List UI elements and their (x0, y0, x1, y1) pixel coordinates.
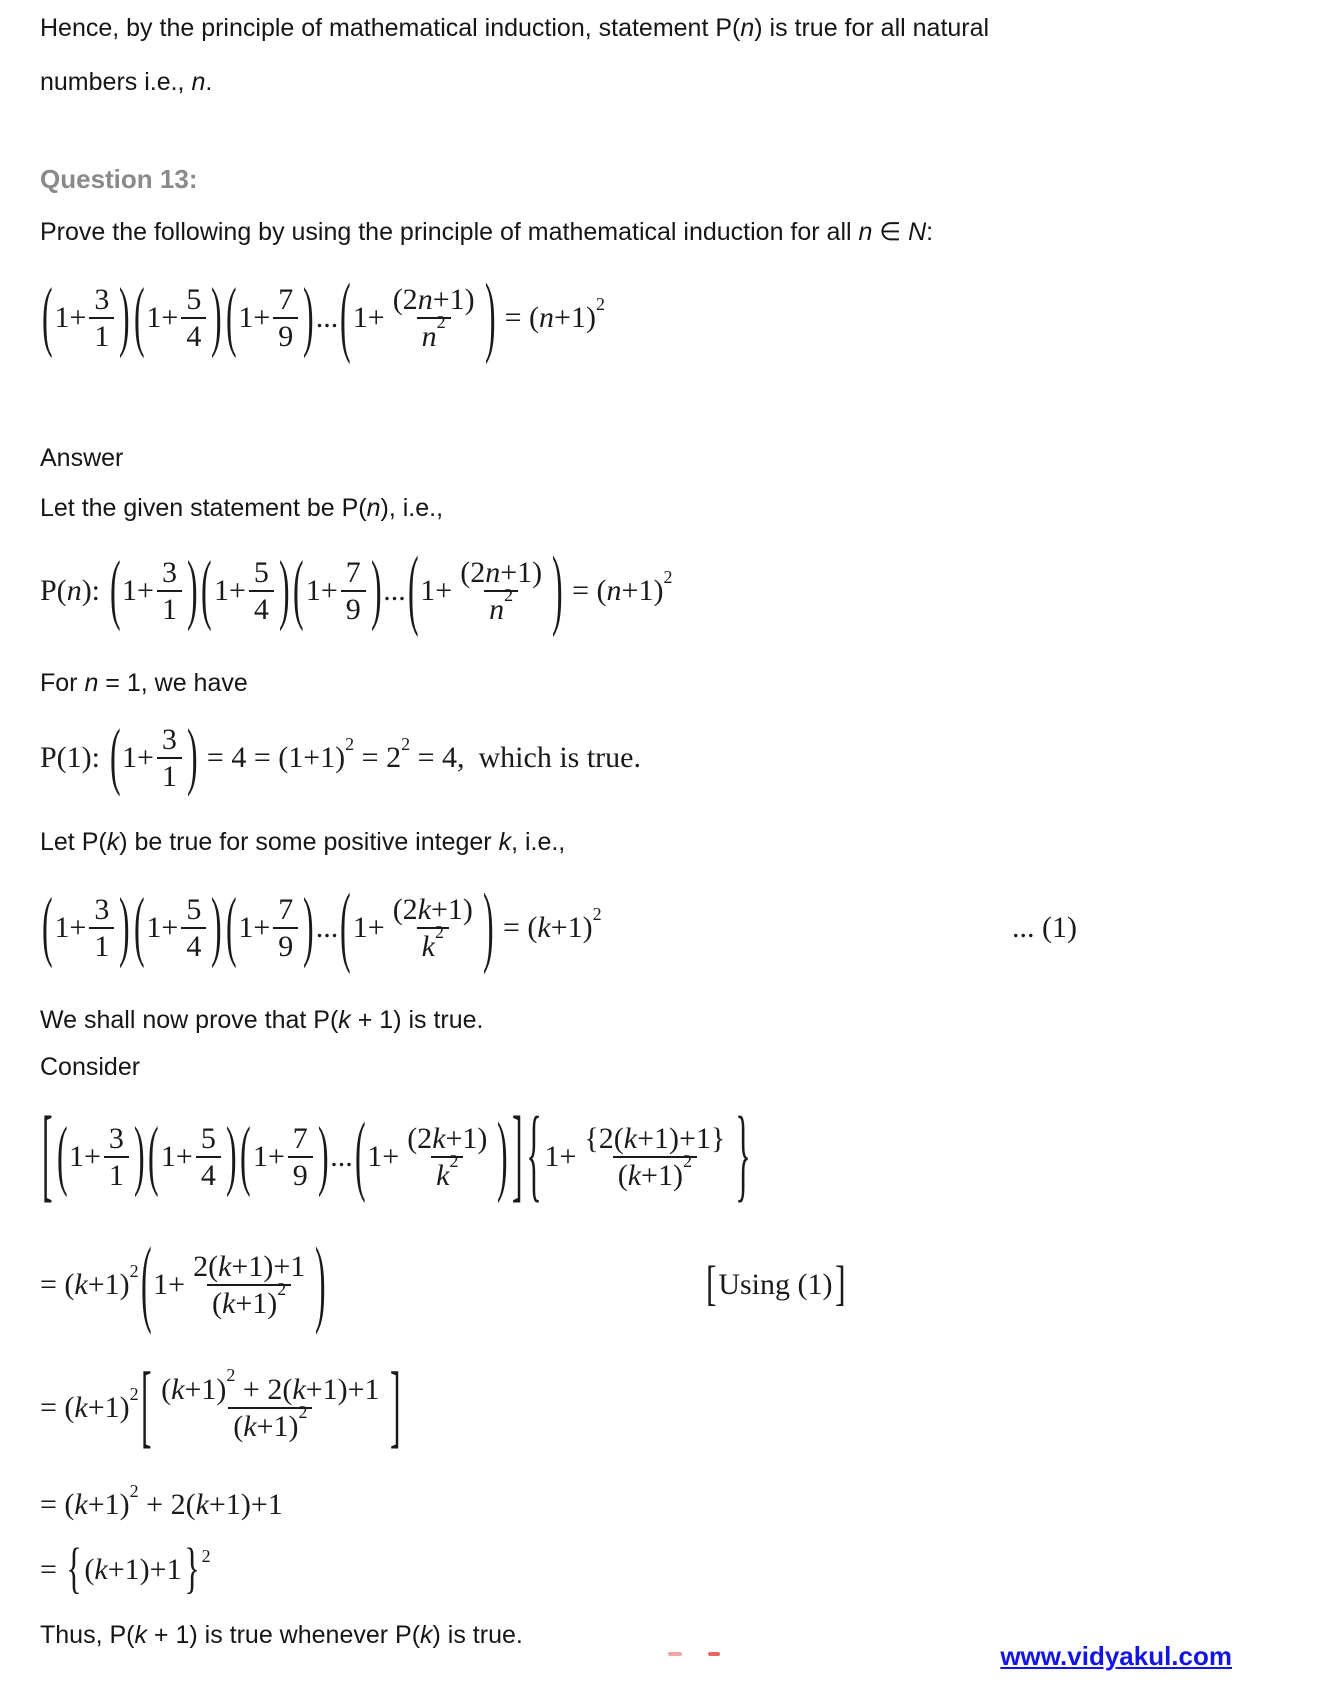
bracket-glyph: ] (511, 1098, 523, 1214)
text-run: +1)+1 (231, 1249, 306, 1283)
fraction-numerator (388, 282, 480, 317)
fraction-denominator (89, 927, 114, 964)
formula-step-expanded (40, 1478, 1297, 1532)
formula-pk-hypothesis (40, 876, 1297, 980)
text-run: + 2( (138, 1488, 196, 1521)
bracket-glyph: ) (225, 1113, 237, 1200)
fraction-numerator (273, 282, 298, 317)
text-run: = 2 (354, 741, 402, 774)
text-run: P( (40, 574, 67, 607)
fraction (156, 1364, 384, 1445)
bracket-glyph: ] (834, 1258, 846, 1312)
text-run: +1) (184, 1372, 227, 1406)
bracket-glyph: ) (317, 1113, 329, 1200)
math-variable: n (858, 218, 873, 246)
fraction (89, 892, 114, 965)
fraction-numerator (157, 722, 182, 757)
bracket-glyph: ) (315, 1231, 326, 1338)
text-run: 1+ (305, 574, 338, 607)
fraction (196, 1121, 221, 1194)
text-run: We shall now prove that P( (40, 1006, 339, 1034)
text-run: +1)+1 (305, 1372, 380, 1406)
fraction (157, 555, 182, 628)
text-run: = ( (40, 1268, 75, 1301)
bracket-glyph: ( (109, 716, 121, 799)
fraction (273, 282, 298, 355)
text-run: 1+ (213, 574, 246, 607)
text-run: {2( (584, 1121, 624, 1155)
fraction (341, 555, 366, 628)
fraction (273, 892, 298, 965)
fraction-denominator (181, 317, 206, 354)
text-run: 2( (193, 1249, 219, 1283)
text-run: + 1) is true. (350, 1006, 484, 1034)
fraction (89, 282, 114, 355)
text-run: 4 (200, 1159, 216, 1192)
question-heading: Question 13: (40, 164, 198, 194)
text-run: , i.e., (511, 828, 566, 856)
bracket-glyph: ) (482, 878, 494, 977)
text-run: ... (383, 574, 406, 607)
fraction (181, 282, 206, 355)
bracket-glyph: ) (484, 268, 496, 367)
text-run: 3 (94, 892, 110, 926)
bracket-glyph: ) (119, 884, 130, 971)
text-run: +1) (431, 892, 473, 926)
math-variable: n (485, 555, 501, 589)
text-run: 1+ (544, 1140, 577, 1173)
math-variable: n (191, 68, 206, 96)
text-run: 4 (186, 930, 202, 963)
fraction-denominator (484, 585, 518, 627)
formula-step-using-1 (40, 1223, 1297, 1347)
math-variable: n (84, 669, 99, 697)
text-run: = 1, we have (98, 669, 248, 697)
fraction-numerator (402, 1121, 492, 1156)
superscript: 2 (434, 922, 444, 943)
fraction-denominator (104, 1156, 129, 1193)
text-run: +1) (445, 1121, 488, 1155)
text-run: 1 (161, 760, 177, 793)
math-variable: n (740, 14, 755, 42)
text-run: +1) (621, 574, 664, 607)
fraction-numerator (188, 1249, 310, 1284)
bracket-glyph: } (183, 1538, 200, 1601)
bracket-glyph: ) (497, 1107, 508, 1206)
text-run: 3 (94, 282, 110, 316)
text-run: ): (81, 574, 108, 607)
text-run: +1) (87, 1391, 130, 1424)
text-run: ) is true. (432, 1621, 523, 1649)
superscript: 2 (277, 1279, 287, 1300)
text-run: = 4, (410, 741, 465, 774)
text-run: 1+ (160, 1140, 193, 1173)
vidyakul-link[interactable]: www.vidyakul.com (1000, 1641, 1232, 1671)
fraction-numerator (156, 1364, 384, 1407)
math-variable: n (66, 574, 82, 607)
text-run: +1)+1} (637, 1121, 726, 1155)
math-variable: k (420, 1621, 433, 1649)
bracket-glyph: ) (370, 547, 382, 634)
fraction-denominator (273, 927, 298, 964)
math-variable: k (537, 911, 551, 944)
math-variable: n (366, 494, 381, 522)
text-run: 3 (108, 1121, 124, 1155)
text-run: 1+ (122, 574, 154, 607)
text-run: 3 (161, 722, 177, 756)
fraction (181, 892, 206, 965)
paragraph-we-shall (40, 1005, 1297, 1035)
text-run: 1+ (238, 301, 271, 334)
bracket-glyph: ( (240, 1113, 251, 1200)
fraction-numerator (181, 282, 206, 317)
superscript: 2 (436, 312, 446, 333)
fraction-denominator (196, 1156, 221, 1193)
math-variable: k (243, 1410, 257, 1443)
text-run: +1) (87, 1268, 130, 1301)
fraction (288, 1121, 313, 1194)
fraction-denominator (89, 317, 114, 354)
fraction-denominator (613, 1151, 697, 1193)
text-run: 3 (161, 555, 177, 589)
paragraph-let-pk (40, 827, 1297, 857)
fraction (104, 1121, 129, 1194)
math-variable: k (627, 1159, 642, 1192)
bracket-glyph: ( (41, 884, 53, 971)
bracket-glyph: ( (133, 884, 145, 971)
superscript: 2 (201, 1545, 211, 1566)
fraction-denominator (249, 590, 274, 627)
fraction (157, 722, 182, 795)
text-run: : (926, 218, 934, 246)
text-run: 1 (94, 930, 110, 963)
fraction-numerator (181, 892, 206, 927)
text-run: (2 (392, 282, 418, 316)
fraction-numerator (579, 1121, 730, 1156)
text-run: 5 (200, 1121, 216, 1155)
text-run: 1+ (252, 1140, 285, 1173)
math-variable: k (623, 1121, 638, 1155)
text-run: which is true. (478, 741, 641, 774)
bracket-glyph: ( (133, 274, 145, 361)
formula-question-statement (40, 265, 1297, 371)
text-run: +1) (87, 1488, 130, 1521)
superscript: 2 (129, 1260, 139, 1281)
fraction-numerator (89, 282, 114, 317)
text-run: = 4 = (1+1) (199, 741, 346, 774)
bracket-glyph: ( (407, 541, 419, 640)
fraction-denominator (157, 590, 182, 627)
answer-heading: Answer (40, 444, 124, 472)
fraction (579, 1121, 730, 1194)
red-artifact-mark (668, 1652, 682, 1656)
bracket-glyph: } (735, 1098, 751, 1214)
formula-p1-base-case (40, 712, 1297, 804)
paragraph-prove (40, 217, 1297, 247)
fraction-denominator (228, 1402, 312, 1444)
math-variable: n (539, 301, 555, 334)
formula-step-final-square (40, 1536, 1297, 1604)
bracket-glyph: ) (303, 274, 314, 361)
bracket-glyph: ( (225, 884, 237, 971)
text-run: 1+ (122, 741, 154, 774)
bracket-glyph: [ (140, 1356, 152, 1459)
text-run: +1) (235, 1287, 278, 1320)
text-run: Let the given statement be P( (40, 494, 367, 522)
text-run: (2 (392, 892, 418, 926)
text-run: 1 (161, 593, 177, 626)
text-run: Let P( (40, 828, 107, 856)
fraction (455, 555, 547, 628)
text-run: = ( (40, 1391, 75, 1424)
text-run: ( (617, 1159, 628, 1192)
math-variable: k (106, 828, 120, 856)
text-run: ... (315, 301, 339, 334)
bracket-glyph: ) (211, 274, 222, 361)
text-run: 1 (108, 1159, 124, 1192)
text-run: = (40, 1553, 65, 1586)
math-variable: n (421, 320, 437, 353)
text-run: 1 (94, 320, 110, 353)
fraction (388, 892, 478, 965)
math-variable: k (171, 1372, 185, 1406)
text-run: ... (330, 1140, 353, 1173)
paragraph-let-given (40, 493, 1297, 523)
text-run: Prove the following by using the principle of mathematical induction for all (40, 218, 859, 246)
bracket-glyph: ( (56, 1113, 68, 1200)
math-variable: k (436, 1159, 450, 1192)
bracket-glyph: ) (303, 884, 314, 971)
bracket-glyph: ) (552, 541, 563, 640)
bracket-glyph: ( (140, 1231, 152, 1338)
bracket-glyph: ( (109, 547, 121, 634)
superscript: 2 (226, 1364, 236, 1385)
fraction-denominator (273, 317, 298, 354)
superscript: 2 (298, 1402, 308, 1423)
bracket-glyph: ( (201, 547, 212, 634)
text-run: 1+ (146, 911, 179, 944)
text-run: + 2( (235, 1372, 293, 1406)
text-run: 1+ (146, 301, 179, 334)
bracket-glyph: [ (705, 1258, 717, 1312)
text-run: +1) (641, 1159, 683, 1192)
math-variable: k (74, 1268, 88, 1301)
text-run: 9 (292, 1159, 308, 1192)
fraction-denominator (288, 1156, 313, 1193)
fraction-denominator (181, 927, 206, 964)
consider-heading: Consider (40, 1053, 141, 1081)
math-variable: k (498, 828, 512, 856)
text-run: ) is true for all natural (754, 14, 990, 42)
fraction-numerator (288, 1121, 313, 1156)
text-run: 1+ (153, 1268, 186, 1301)
superscript: 2 (401, 733, 411, 754)
bracket-glyph: ( (41, 274, 53, 361)
text-run: ( (84, 1553, 95, 1586)
fraction-numerator (273, 892, 298, 927)
bracket-glyph: ) (119, 274, 130, 361)
fraction-denominator (157, 757, 182, 794)
bracket-glyph: ] (389, 1356, 401, 1459)
fraction-denominator (431, 1151, 463, 1193)
fraction-denominator (207, 1279, 291, 1321)
text-run: . (205, 68, 213, 96)
bracket-glyph: ) (278, 547, 290, 634)
text-run: + 1) is true whenever P( (146, 1621, 421, 1649)
superscript: 2 (682, 1151, 692, 1172)
text-run: 1+ (420, 574, 453, 607)
bracket-glyph: ( (340, 268, 351, 367)
text-run: 4 (186, 320, 202, 353)
text-run: ( (212, 1287, 223, 1320)
text-run: +1)+1 (107, 1553, 182, 1586)
math-variable: k (222, 1287, 236, 1320)
math-variable: k (417, 892, 432, 926)
math-variable: k (292, 1372, 306, 1406)
text-run: +1) (550, 911, 593, 944)
bracket-glyph: ( (225, 274, 237, 361)
math-variable: k (94, 1553, 108, 1586)
text-run: (2 (460, 555, 486, 589)
paragraph-hence-line1 (40, 13, 1297, 43)
text-run: 7 (278, 892, 294, 926)
red-artifact-mark (708, 1652, 720, 1656)
text-run: 1+ (238, 911, 271, 944)
formula-consider-product (40, 1095, 1297, 1219)
text-run: 5 (186, 282, 202, 316)
text-run: ... (315, 911, 339, 944)
math-variable: N (908, 218, 927, 246)
text-run: For (40, 669, 85, 697)
text-run: 1+ (352, 301, 385, 334)
fraction-numerator (455, 555, 547, 590)
text-run: 5 (186, 892, 202, 926)
fraction-numerator (104, 1121, 129, 1156)
bracket-glyph: [ (41, 1098, 53, 1214)
text-run: = ( (40, 1488, 75, 1521)
text-run: 7 (345, 555, 361, 589)
math-variable: k (218, 1249, 232, 1283)
fraction-denominator (417, 312, 451, 354)
formula-pn-definition (40, 535, 1297, 647)
fraction-numerator (249, 555, 274, 590)
math-variable: n (606, 574, 622, 607)
text-run: 7 (292, 1121, 308, 1155)
fraction-denominator (341, 590, 366, 627)
fraction (249, 555, 274, 628)
text-run: +1) (554, 301, 596, 334)
fraction-numerator (388, 892, 478, 927)
fraction-numerator (89, 892, 114, 927)
text-run: = ( (564, 574, 607, 607)
paragraph-hence-line2 (40, 67, 1297, 97)
math-variable: k (74, 1488, 88, 1521)
text-run: +1)+1 (208, 1488, 283, 1521)
text-run: 1+ (69, 1140, 101, 1173)
text-run: +1) (432, 282, 475, 316)
text-run: 7 (278, 282, 294, 316)
math-variable: k (195, 1488, 209, 1521)
bracket-glyph: ( (148, 1113, 159, 1200)
text-run: ... (1) (1012, 911, 1077, 944)
text-run: ), i.e., (380, 494, 444, 522)
bracket-glyph: ) (186, 716, 198, 799)
fraction-numerator (157, 555, 182, 590)
math-variable: k (432, 1121, 446, 1155)
paragraph-for-n1 (40, 668, 1297, 698)
text-run: Thus, P( (40, 1621, 135, 1649)
text-run: +1) (500, 555, 543, 589)
text-run: 1+ (54, 911, 87, 944)
superscript: 2 (592, 903, 602, 924)
fraction-denominator (417, 922, 449, 964)
text-run: numbers i.e., (40, 68, 192, 96)
bracket-glyph: ) (211, 884, 222, 971)
text-run: Using (1) (718, 1268, 833, 1301)
text-run: ( (161, 1372, 172, 1406)
fraction-numerator (196, 1121, 221, 1156)
math-variable: k (421, 930, 435, 963)
math-variable: n (489, 593, 505, 626)
superscript: 2 (449, 1151, 459, 1172)
text-run: 4 (253, 593, 269, 626)
superscript: 2 (345, 733, 355, 754)
bracket-glyph: ( (340, 878, 351, 977)
text-run: ( (233, 1410, 244, 1443)
text-run: 1+ (367, 1140, 400, 1173)
text-run: +1) (256, 1410, 299, 1443)
fraction (188, 1249, 310, 1322)
superscript: 2 (663, 566, 673, 587)
text-run: 9 (345, 593, 361, 626)
math-variable: k (74, 1391, 88, 1424)
text-run: 5 (253, 555, 269, 589)
text-run: 9 (278, 320, 294, 353)
math-variable: n (417, 282, 433, 316)
text-run: = ( (495, 911, 538, 944)
superscript: 2 (129, 1480, 139, 1501)
bracket-glyph: ) (186, 547, 198, 634)
text-run: (2 (407, 1121, 433, 1155)
superscript: 2 (129, 1383, 139, 1404)
superscript: 2 (595, 293, 605, 314)
math-variable: k (338, 1006, 351, 1034)
fraction (388, 282, 480, 355)
math-variable: k (134, 1621, 147, 1649)
text-run: Hence, by the principle of mathematical induction, statement P( (40, 14, 741, 42)
bracket-glyph: ( (354, 1107, 366, 1206)
text-run: ∈ (872, 218, 909, 246)
bracket-glyph: { (526, 1098, 543, 1214)
bracket-glyph: { (66, 1538, 83, 1601)
text-run: P(1): (40, 741, 108, 774)
text-run: 9 (278, 930, 294, 963)
text-run: ) be true for some positive integer (119, 828, 499, 856)
bracket-glyph: ) (133, 1113, 145, 1200)
superscript: 2 (504, 585, 514, 606)
text-run: 1+ (352, 911, 385, 944)
formula-step-combined-fraction (40, 1349, 1297, 1467)
fraction (402, 1121, 492, 1194)
text-run: = ( (497, 301, 540, 334)
text-run: 1+ (54, 301, 87, 334)
bracket-glyph: ( (293, 547, 304, 634)
fraction-numerator (341, 555, 366, 590)
